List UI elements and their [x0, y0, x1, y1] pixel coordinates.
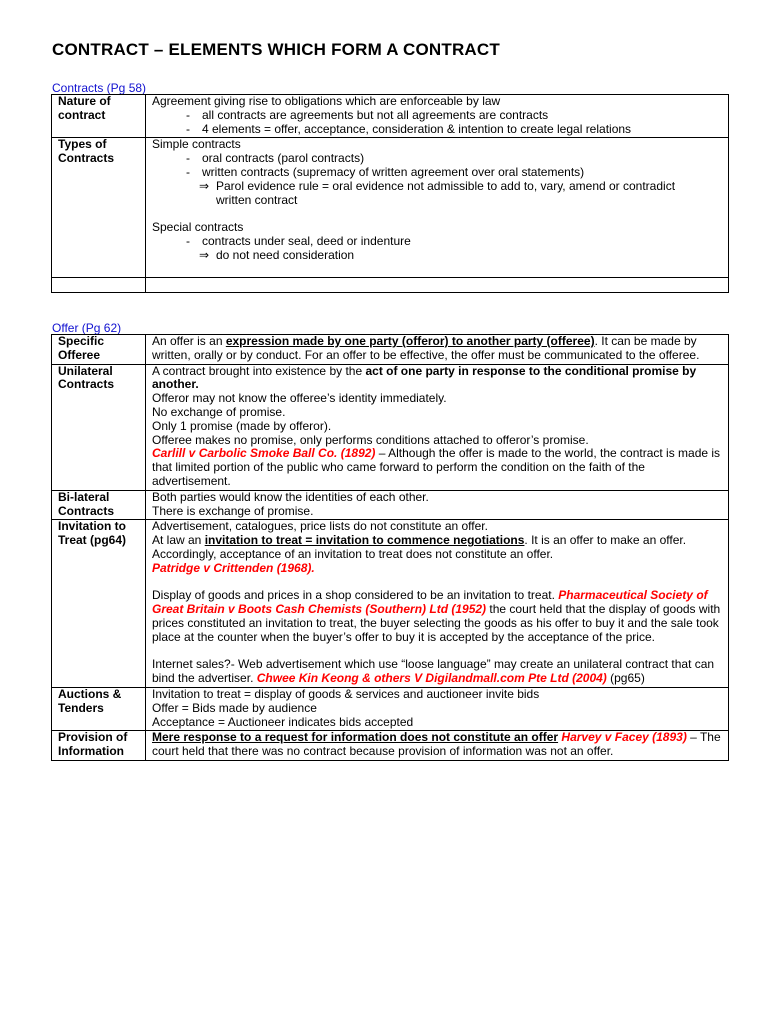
nature-bullet-1: all contracts are agreements but not all agreements are contracts — [202, 107, 549, 122]
table-row — [52, 687, 729, 730]
table-row — [52, 138, 729, 278]
dash-bullet: - — [186, 164, 190, 179]
nature-of-contract-term: Nature of contract — [52, 95, 146, 138]
types-of-contracts-term: Types of Contracts — [52, 138, 146, 278]
text-span: Display of goods and prices in a shop considered to be an invitation to treat. — [152, 588, 559, 603]
list-item — [152, 180, 725, 194]
offer-heading: Offer (Pg 62) — [52, 321, 122, 335]
unilateral-line-3: Only 1 promise (made by offeror). — [152, 418, 332, 433]
text-span: . It can be made by written, orally or by conduct. For an offer to be effective, the offer must be communicated to the offeree. — [152, 334, 700, 362]
bilateral-line-1: Both parties would know the identities of each other. — [152, 489, 429, 504]
list-item — [152, 109, 725, 123]
table-row — [52, 95, 729, 138]
unilateral-definition — [152, 365, 725, 393]
table-row — [52, 278, 729, 293]
list-item — [152, 123, 725, 137]
text-span: – The court held that there was no contract because provision of information was not an offer. — [152, 730, 721, 759]
table-row — [52, 364, 729, 490]
offer-table — [51, 334, 729, 761]
auctions-line-2: Offer = Bids made by audience — [152, 700, 317, 715]
text-span: At law an — [152, 533, 205, 548]
case-citation: Patridge v Crittenden (1968). — [152, 560, 315, 575]
types-of-contracts-cell — [146, 138, 729, 278]
text-span: (pg65) — [606, 671, 645, 686]
parol-rule-line-1: Parol evidence rule = oral evidence not admissible to add to, vary, amend or contradict — [216, 178, 676, 193]
dash-bullet: - — [186, 107, 190, 122]
auctions-line-1: Invitation to treat = display of goods & services and auctioneer invite bids — [152, 686, 540, 701]
case-citation: Carlill v Carbolic Smoke Ball Co. (1892) — [152, 446, 376, 461]
bilateral-contracts-cell — [146, 490, 729, 520]
text-span: . It is an offer to make an offer. Accordingly, acceptance of an invitation to treat does not constitute an offer. — [152, 533, 687, 561]
nature-of-contract-cell — [146, 95, 729, 138]
bilateral-contracts-term: Bi-lateral Contracts — [52, 490, 146, 520]
case-citation: Harvey v Facey (1893) — [561, 730, 687, 745]
special-arrow-item: do not need consideration — [216, 247, 355, 262]
special-bullet-1: contracts under seal, deed or indenture — [202, 233, 411, 248]
key-definition: Mere response to a request for information does not constitute an offer — [152, 730, 559, 745]
auctions-tenders-cell — [146, 687, 729, 730]
dash-bullet: - — [186, 121, 190, 136]
patridge-case — [152, 562, 725, 576]
auctions-line-3: Acceptance = Auctioneer indicates bids accepted — [152, 714, 414, 729]
nature-bullet-2: 4 elements = offer, acceptance, consideration & intention to create legal relations — [202, 121, 632, 136]
display-paragraph — [152, 589, 725, 644]
unilateral-line-2: No exchange of promise. — [152, 404, 286, 419]
case-citation: Pharmaceutical Society of Great Britain v Boots Cash Chemists (Southern) Ltd (1952) — [152, 588, 708, 617]
contracts-table — [51, 94, 729, 293]
auctions-tenders-term: Auctions & Tenders — [52, 687, 146, 730]
simple-bullet-2: written contracts (supremacy of written agreement over oral statements) — [202, 164, 585, 179]
special-contracts-heading: Special contracts — [152, 220, 244, 235]
right-arrow-icon: ⇒ — [198, 178, 210, 193]
list-item — [152, 249, 725, 263]
spacer — [152, 207, 725, 221]
table-row — [52, 731, 729, 761]
itt-line-1: Advertisement, catalogues, price lists do not constitute an offer. — [152, 519, 488, 534]
invitation-to-treat-term: Invitation to Treat (pg64) — [52, 520, 146, 688]
simple-contracts-heading: Simple contracts — [152, 137, 241, 152]
right-arrow-icon: ⇒ — [198, 247, 210, 262]
table-row — [52, 490, 729, 520]
bilateral-line-2: There is exchange of promise. — [152, 503, 314, 518]
invitation-to-treat-cell — [146, 520, 729, 688]
specific-offeree-cell — [146, 335, 729, 365]
contracts-heading: Contracts (Pg 58) — [52, 81, 147, 95]
spacer — [152, 645, 725, 659]
text-span: Internet sales?- Web advertisement which use “loose language” may create an unilateral contract that can bind the advertiser. — [152, 657, 715, 686]
key-definition: invitation to treat = invitation to commence negotiations — [204, 533, 525, 548]
itt-definition — [152, 534, 725, 562]
text-span: the court held that the display of goods with prices constituted an invitation to treat, the buyer selecting the goods as his offer to buy it and the sale took place at the counter when the buyer’s offer to buy it is accepted by the acceptance of the price. — [152, 602, 721, 644]
unilateral-line-1: Offeror may not know the offeree’s identity immediately. — [152, 391, 447, 406]
dash-bullet: - — [186, 233, 190, 248]
empty-cell — [146, 278, 729, 293]
internet-paragraph — [152, 658, 725, 686]
dash-bullet: - — [186, 151, 190, 166]
list-item — [152, 166, 725, 180]
text-span: A contract brought into existence by the — [152, 363, 366, 378]
nature-intro: Agreement giving rise to obligations which are enforceable by law — [152, 94, 501, 108]
specific-offeree-term: Specific Offeree — [52, 335, 146, 365]
key-definition: expression made by one party (offeror) to another party (offeree) — [225, 334, 595, 348]
list-item — [152, 235, 725, 249]
simple-bullet-1: oral contracts (parol contracts) — [202, 151, 365, 166]
unilateral-contracts-cell — [146, 364, 729, 490]
spacer — [152, 263, 725, 277]
table-row — [52, 520, 729, 688]
page-title: CONTRACT – ELEMENTS WHICH FORM A CONTRACT — [52, 40, 500, 59]
unilateral-contracts-term: Unilateral Contracts — [52, 364, 146, 490]
list-item — [152, 152, 725, 166]
table-row — [52, 335, 729, 365]
provision-of-information-cell — [146, 731, 729, 761]
parol-rule-line-2: written contract — [216, 192, 298, 207]
provision-of-information-term: Provision of Information — [52, 731, 146, 761]
carlill-paragraph — [152, 447, 725, 488]
spacer — [152, 576, 725, 590]
text-span: An offer is an — [152, 334, 226, 348]
empty-cell — [52, 278, 146, 293]
text-span: – Although the offer is made to the world, the contract is made is that limited portion of the public who came forward to perform the condition on the faith of the advertisement. — [152, 446, 721, 488]
case-citation: Chwee Kin Keong & others V Digilandmall.com Pte Ltd (2004) — [256, 671, 607, 686]
unilateral-line-4: Offeree makes no promise, only performs conditions attached to offeror’s promise. — [152, 432, 589, 447]
key-definition: act of one party in response to the conditional promise by another. — [152, 363, 697, 392]
